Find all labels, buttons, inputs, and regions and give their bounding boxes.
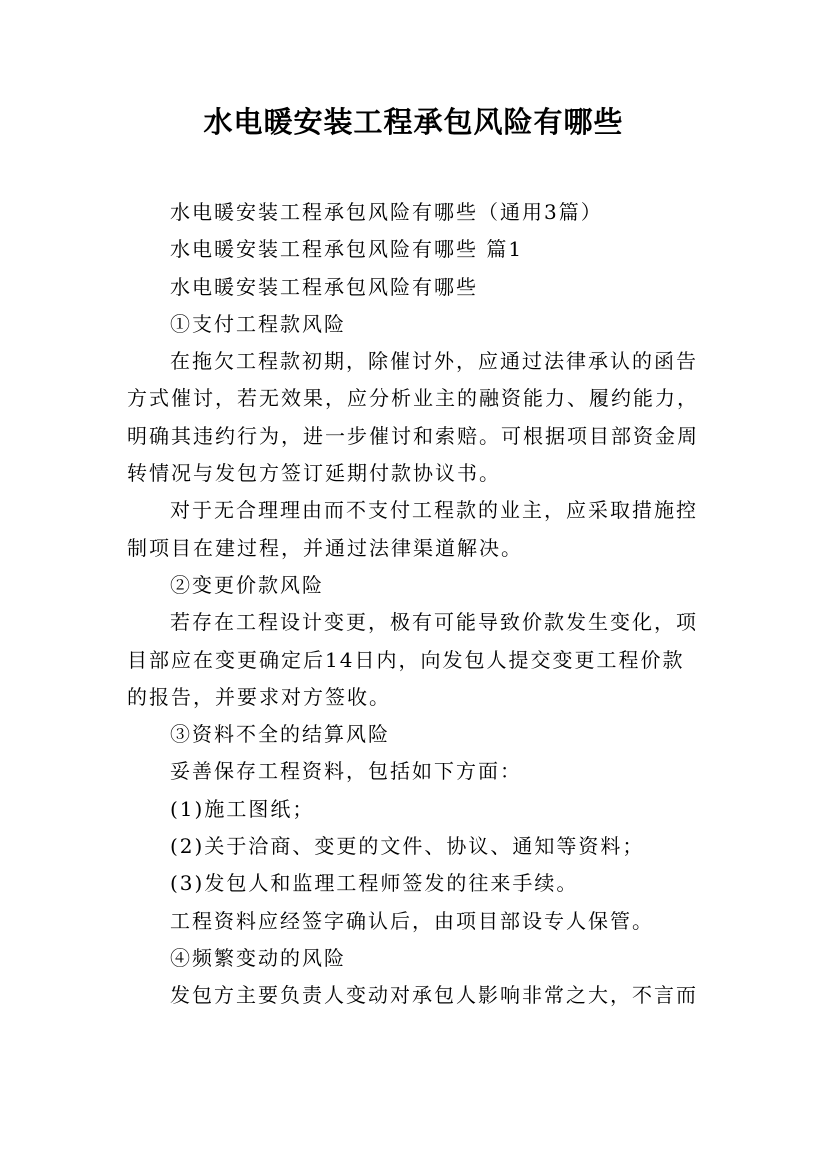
document-body <box>127 194 707 1015</box>
paragraph-line: 水电暖安装工程承包风险有哪些 <box>170 274 478 299</box>
list-item: (1)施工图纸； <box>170 796 315 821</box>
paragraph-line: 工程资料应经签字确认后，由项目部设专人保管。 <box>170 908 654 933</box>
section-heading: ③资料不全的结算风险 <box>170 722 390 747</box>
paragraph-line: 若存在工程设计变更，极有可能导致价款发生变化，项 <box>170 610 698 635</box>
paragraph-line: 目部应在变更确定后14日内，向发包人提交变更工程价款 <box>127 647 685 672</box>
paragraph-line: 对于无合理理由而不支付工程款的业主，应采取措施控 <box>170 498 698 523</box>
paragraph-line: 的报告，并要求对方签收。 <box>127 684 391 709</box>
paragraph-line: 发包方主要负责人变动对承包人影响非常之大，不言而 <box>170 983 698 1008</box>
section-heading: ④频繁变动的风险 <box>170 945 346 970</box>
paragraph-line: 转情况与发包方签订延期付款协议书。 <box>127 461 501 486</box>
list-item: (2)关于洽商、变更的文件、协议、通知等资料； <box>170 834 645 859</box>
paragraph-line: 在拖欠工程款初期，除催讨外，应通过法律承认的函告 <box>170 349 698 374</box>
paragraph-line: 妥善保存工程资料，包括如下方面： <box>170 759 522 784</box>
list-item: (3)发包人和监理工程师签发的往来手续。 <box>170 871 579 896</box>
paragraph-line: 水电暖安装工程承包风险有哪些 篇1 <box>170 237 524 262</box>
section-heading: ①支付工程款风险 <box>170 311 346 336</box>
paragraph-line: 制项目在建过程，并通过法律渠道解决。 <box>127 535 523 560</box>
paragraph-line: 方式催讨，若无效果，应分析业主的融资能力、履约能力， <box>127 386 699 411</box>
paragraph-line: 明确其违约行为，进一步催讨和索赔。可根据项目部资金周 <box>127 423 699 448</box>
section-heading: ②变更价款风险 <box>170 572 324 597</box>
document-title: 水电暖安装工程承包风险有哪些 <box>203 105 624 139</box>
paragraph-line: 水电暖安装工程承包风险有哪些（通用3篇） <box>170 200 603 224</box>
